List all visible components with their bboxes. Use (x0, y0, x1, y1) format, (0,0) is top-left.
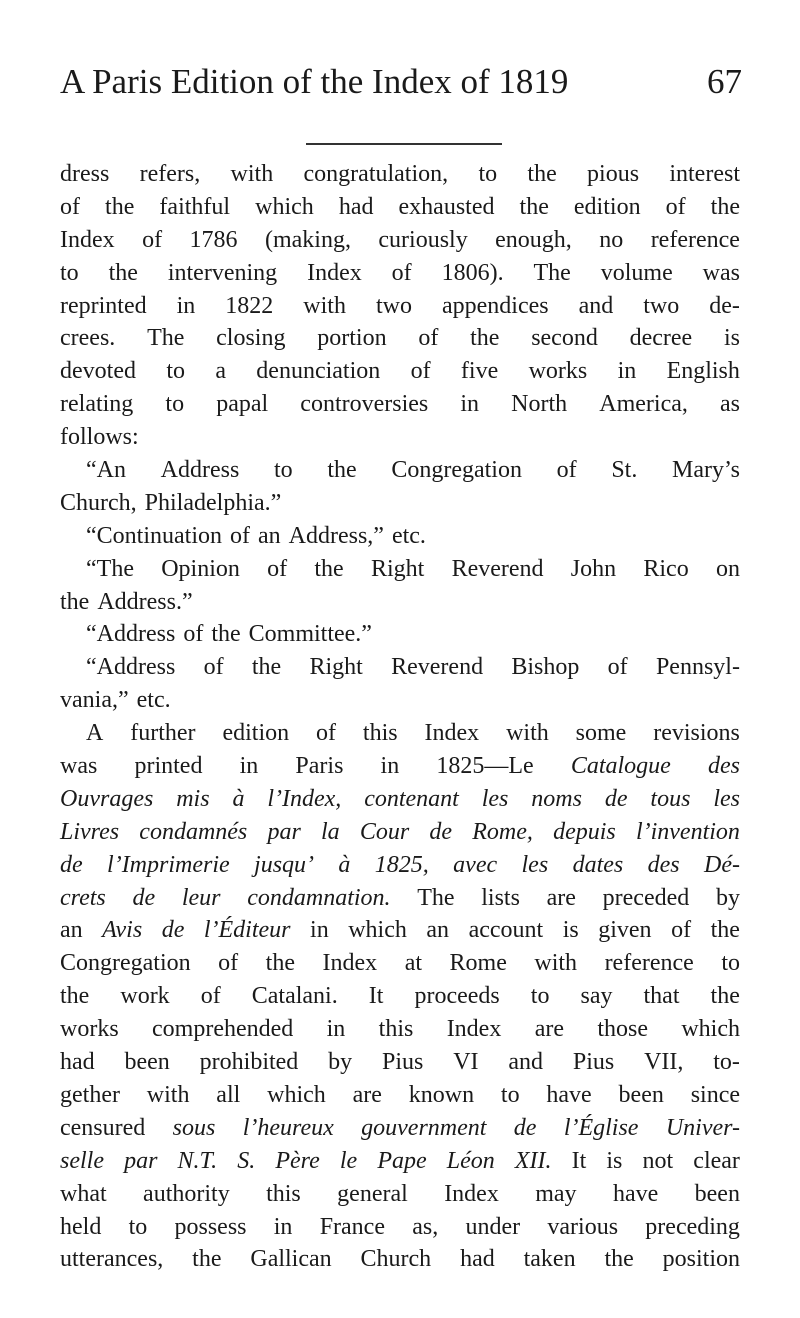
text-line: had been prohibited by Pius VI and Pius VII, to- (60, 1049, 740, 1076)
page-number: 67 (707, 62, 742, 101)
text-line: was printed in Paris in 1825—Le Catalogue des (60, 753, 740, 780)
text-line: “Continuation of an Address,” etc. (86, 522, 426, 549)
text-line: Church, Philadelphia.” (60, 489, 282, 516)
text-line: Ouvrages mis à l’Index, contenant les noms de tous les (60, 785, 740, 812)
text-line: the Address.” (60, 588, 193, 615)
text-line: crets de leur condamnation. The lists are preceded by (60, 884, 740, 911)
text-line: utterances, the Gallican Church had taken the position (60, 1246, 740, 1273)
text-line: de l’Imprimerie jusqu’ à 1825, avec les dates des Dé- (60, 851, 740, 878)
text-line: an Avis de l’Éditeur in which an account is given of the (60, 917, 740, 944)
text-line: what authority this general Index may have been (60, 1180, 740, 1207)
text-line: selle par N.T. S. Père le Pape Léon XII. It is not clear (60, 1147, 740, 1174)
text-line: vania,” etc. (60, 687, 171, 714)
running-head (60, 64, 742, 99)
text-line: relating to papal controversies in North America, as (60, 391, 740, 418)
text-line: dress refers, with congratulation, to the pious interest (60, 161, 740, 187)
text-line: crees. The closing portion of the second decree is (60, 325, 740, 352)
text-line: censured sous l’heureux gouvernment de l’Église Univer- (60, 1114, 740, 1141)
body-text (60, 158, 740, 1276)
header-rule (306, 143, 502, 145)
text-line: to the intervening Index of 1806). The volume was (60, 259, 740, 286)
text-line: of the faithful which had exhausted the edition of the (60, 193, 740, 220)
text-line: Index of 1786 (making, curiously enough, no reference (60, 226, 740, 253)
text-line: “An Address to the Congregation of St. Mary’s (86, 457, 740, 484)
text-line: held to possess in France as, under various preceding (60, 1213, 740, 1240)
text-line: reprinted in 1822 with two appendices and two de- (60, 292, 740, 319)
text-line: the work of Catalani. It proceeds to say that the (60, 983, 740, 1010)
text-line: Congregation of the Index at Rome with reference to (60, 950, 740, 977)
running-head-title: A Paris Edition of the Index of 1819 (60, 62, 569, 101)
text-line: “Address of the Right Reverend Bishop of Pennsyl- (86, 654, 740, 681)
text-line: works comprehended in this Index are those which (60, 1016, 740, 1043)
text-line: gether with all which are known to have been since (60, 1081, 740, 1108)
text-line: A further edition of this Index with some revisions (86, 720, 740, 747)
text-line: Livres condamnés par la Cour de Rome, depuis l’invention (60, 818, 740, 845)
text-line: devoted to a denunciation of five works in English (60, 358, 740, 385)
text-line: follows: (60, 424, 139, 451)
text-line: “Address of the Committee.” (86, 621, 372, 648)
text-line: “The Opinion of the Right Reverend John Rico on (86, 555, 740, 582)
